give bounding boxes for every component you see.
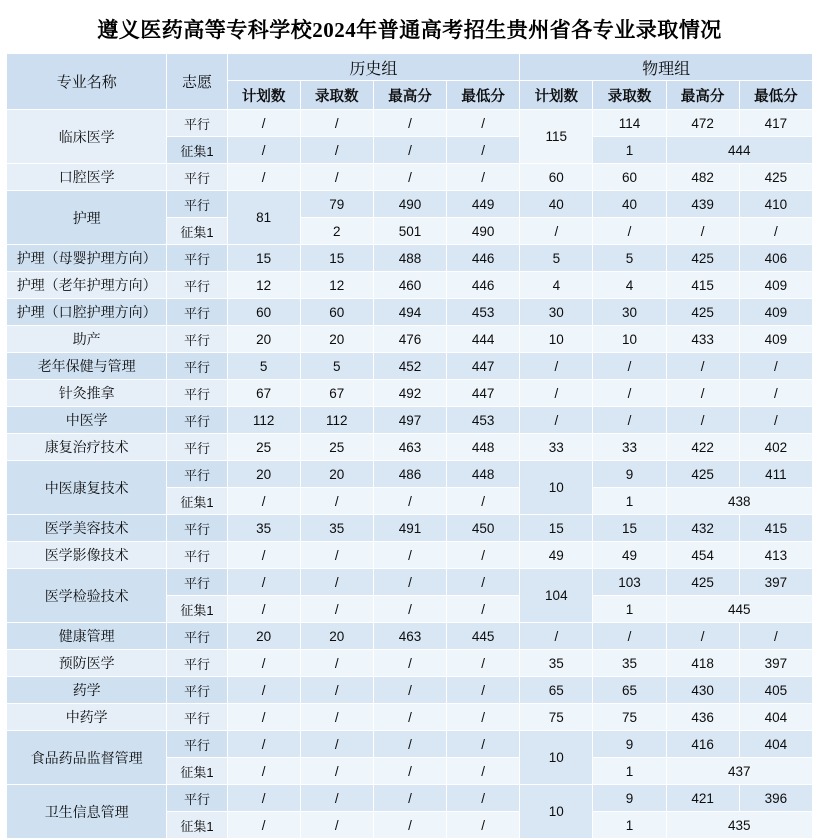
cell-history-plan: 60 <box>227 299 300 326</box>
header-row-top <box>7 54 813 81</box>
cell-physics-min: / <box>739 353 812 380</box>
cell-history-max: 486 <box>373 461 446 488</box>
major-name-cell: 助产 <box>7 326 167 353</box>
cell-history-min: 445 <box>447 623 520 650</box>
cell-history-max: 497 <box>373 407 446 434</box>
cell-history-plan: 81 <box>227 191 300 245</box>
cell-history-min: / <box>447 596 520 623</box>
cell-physics-admitted: 49 <box>593 542 666 569</box>
cell-physics-admitted: 1 <box>593 812 666 839</box>
major-name-cell: 针灸推拿 <box>7 380 167 407</box>
header-major: 专业名称 <box>7 54 167 110</box>
cell-physics-admitted: 15 <box>593 515 666 542</box>
table-row <box>7 380 813 407</box>
cell-physics-plan: 30 <box>520 299 593 326</box>
cell-physics-admitted: 103 <box>593 569 666 596</box>
zhiyuan-cell: 平行 <box>167 272 227 299</box>
cell-physics-admitted: 1 <box>593 488 666 515</box>
cell-history-min: / <box>447 731 520 758</box>
zhiyuan-cell: 平行 <box>167 407 227 434</box>
zhiyuan-cell: 平行 <box>167 299 227 326</box>
table-head <box>7 54 813 110</box>
cell-physics-min: 404 <box>739 731 812 758</box>
cell-history-admitted: / <box>300 758 373 785</box>
cell-physics-max: / <box>666 353 739 380</box>
cell-physics-plan: 49 <box>520 542 593 569</box>
major-name-cell: 临床医学 <box>7 110 167 164</box>
major-name-cell: 中医学 <box>7 407 167 434</box>
cell-physics-admitted: 10 <box>593 326 666 353</box>
major-name-cell: 医学美容技术 <box>7 515 167 542</box>
cell-physics-min: 417 <box>739 110 812 137</box>
cell-history-max: / <box>373 110 446 137</box>
cell-physics-min: 415 <box>739 515 812 542</box>
cell-history-plan: / <box>227 569 300 596</box>
cell-physics-plan: 104 <box>520 569 593 623</box>
cell-history-max: / <box>373 542 446 569</box>
cell-history-max: / <box>373 164 446 191</box>
cell-history-max: / <box>373 677 446 704</box>
cell-history-max: / <box>373 137 446 164</box>
cell-physics-plan: 115 <box>520 110 593 164</box>
cell-physics-admitted: 1 <box>593 596 666 623</box>
cell-history-max: / <box>373 812 446 839</box>
cell-physics-admitted: 33 <box>593 434 666 461</box>
cell-history-max: 463 <box>373 623 446 650</box>
table-row <box>7 326 813 353</box>
cell-physics-plan: / <box>520 623 593 650</box>
header-history-plan: 计划数 <box>227 81 300 110</box>
cell-history-max: / <box>373 785 446 812</box>
cell-history-admitted: 15 <box>300 245 373 272</box>
cell-history-min: / <box>447 758 520 785</box>
major-name-cell: 预防医学 <box>7 650 167 677</box>
table-row <box>7 650 813 677</box>
cell-physics-min: 410 <box>739 191 812 218</box>
cell-physics-min: / <box>739 218 812 245</box>
cell-history-min: / <box>447 677 520 704</box>
cell-history-min: 453 <box>447 407 520 434</box>
cell-physics-min: 409 <box>739 299 812 326</box>
cell-history-max: 460 <box>373 272 446 299</box>
cell-history-plan: / <box>227 137 300 164</box>
cell-physics-admitted: / <box>593 353 666 380</box>
zhiyuan-cell: 平行 <box>167 245 227 272</box>
cell-physics-min: 396 <box>739 785 812 812</box>
cell-history-admitted: / <box>300 488 373 515</box>
cell-history-max: 492 <box>373 380 446 407</box>
zhiyuan-cell: 征集1 <box>167 137 227 164</box>
cell-physics-plan: 40 <box>520 191 593 218</box>
cell-history-plan: / <box>227 488 300 515</box>
zhiyuan-cell: 平行 <box>167 542 227 569</box>
cell-history-max: 491 <box>373 515 446 542</box>
header-physics-max: 最高分 <box>666 81 739 110</box>
cell-physics-max: 444 <box>666 137 812 164</box>
cell-history-min: 447 <box>447 353 520 380</box>
table-row <box>7 353 813 380</box>
major-name-cell: 中药学 <box>7 704 167 731</box>
cell-physics-max: 425 <box>666 245 739 272</box>
cell-history-admitted: 12 <box>300 272 373 299</box>
cell-physics-max: 439 <box>666 191 739 218</box>
admission-table <box>6 53 813 839</box>
cell-physics-min: / <box>739 380 812 407</box>
header-group-physics: 物理组 <box>520 54 813 81</box>
cell-history-admitted: 25 <box>300 434 373 461</box>
table-row <box>7 731 813 758</box>
cell-physics-plan: / <box>520 380 593 407</box>
cell-physics-min: / <box>739 407 812 434</box>
cell-physics-plan: 65 <box>520 677 593 704</box>
cell-history-min: 490 <box>447 218 520 245</box>
cell-physics-plan: 4 <box>520 272 593 299</box>
header-history-max: 最高分 <box>373 81 446 110</box>
cell-history-admitted: 20 <box>300 326 373 353</box>
cell-history-admitted: 2 <box>300 218 373 245</box>
cell-physics-plan: / <box>520 353 593 380</box>
header-physics-admitted: 录取数 <box>593 81 666 110</box>
major-name-cell: 医学影像技术 <box>7 542 167 569</box>
zhiyuan-cell: 平行 <box>167 731 227 758</box>
table-row <box>7 677 813 704</box>
cell-physics-plan: 35 <box>520 650 593 677</box>
cell-history-plan: 67 <box>227 380 300 407</box>
cell-history-min: / <box>447 569 520 596</box>
cell-physics-plan: 10 <box>520 731 593 785</box>
zhiyuan-cell: 平行 <box>167 623 227 650</box>
cell-history-min: / <box>447 785 520 812</box>
cell-physics-admitted: 9 <box>593 731 666 758</box>
header-physics-plan: 计划数 <box>520 81 593 110</box>
cell-physics-max: 433 <box>666 326 739 353</box>
zhiyuan-cell: 平行 <box>167 164 227 191</box>
cell-history-admitted: 20 <box>300 623 373 650</box>
cell-history-min: / <box>447 704 520 731</box>
major-name-cell: 护理（口腔护理方向） <box>7 299 167 326</box>
cell-history-plan: 20 <box>227 461 300 488</box>
cell-physics-max: / <box>666 623 739 650</box>
cell-physics-plan: 75 <box>520 704 593 731</box>
cell-physics-admitted: 1 <box>593 758 666 785</box>
cell-physics-plan: 5 <box>520 245 593 272</box>
cell-history-plan: / <box>227 542 300 569</box>
major-name-cell: 中医康复技术 <box>7 461 167 515</box>
major-name-cell: 护理（母婴护理方向） <box>7 245 167 272</box>
zhiyuan-cell: 平行 <box>167 191 227 218</box>
cell-physics-admitted: 65 <box>593 677 666 704</box>
cell-physics-max: 437 <box>666 758 812 785</box>
cell-physics-admitted: 1 <box>593 137 666 164</box>
cell-physics-admitted: / <box>593 407 666 434</box>
cell-history-admitted: / <box>300 569 373 596</box>
cell-history-plan: 35 <box>227 515 300 542</box>
cell-history-plan: / <box>227 164 300 191</box>
cell-history-admitted: / <box>300 785 373 812</box>
cell-history-admitted: 79 <box>300 191 373 218</box>
cell-history-admitted: / <box>300 812 373 839</box>
cell-history-min: 449 <box>447 191 520 218</box>
major-name-cell: 医学检验技术 <box>7 569 167 623</box>
cell-history-min: / <box>447 137 520 164</box>
header-history-min: 最低分 <box>447 81 520 110</box>
table-row <box>7 461 813 488</box>
cell-physics-min: 405 <box>739 677 812 704</box>
cell-physics-min: 406 <box>739 245 812 272</box>
cell-physics-plan: 10 <box>520 461 593 515</box>
cell-physics-max: 422 <box>666 434 739 461</box>
zhiyuan-cell: 平行 <box>167 704 227 731</box>
zhiyuan-cell: 平行 <box>167 650 227 677</box>
cell-history-min: 453 <box>447 299 520 326</box>
cell-history-admitted: / <box>300 731 373 758</box>
cell-history-plan: / <box>227 677 300 704</box>
cell-physics-admitted: 114 <box>593 110 666 137</box>
cell-history-plan: / <box>227 758 300 785</box>
cell-physics-min: 397 <box>739 650 812 677</box>
cell-physics-plan: 15 <box>520 515 593 542</box>
cell-history-min: 448 <box>447 434 520 461</box>
table-row <box>7 110 813 137</box>
cell-physics-admitted: 60 <box>593 164 666 191</box>
cell-history-plan: 12 <box>227 272 300 299</box>
zhiyuan-cell: 征集1 <box>167 812 227 839</box>
cell-physics-min: 402 <box>739 434 812 461</box>
cell-history-max: 463 <box>373 434 446 461</box>
cell-history-min: 448 <box>447 461 520 488</box>
header-physics-min: 最低分 <box>739 81 812 110</box>
cell-history-admitted: / <box>300 164 373 191</box>
table-body <box>7 110 813 839</box>
page-title: 遵义医药高等专科学校2024年普通高考招生贵州省各专业录取情况 <box>97 18 722 42</box>
cell-history-admitted: / <box>300 650 373 677</box>
cell-history-plan: / <box>227 110 300 137</box>
cell-physics-max: / <box>666 380 739 407</box>
cell-physics-min: / <box>739 623 812 650</box>
cell-history-admitted: 67 <box>300 380 373 407</box>
cell-physics-plan: 10 <box>520 785 593 839</box>
table-row <box>7 785 813 812</box>
table-row <box>7 434 813 461</box>
table-row <box>7 569 813 596</box>
table-row <box>7 515 813 542</box>
major-name-cell: 老年保健与管理 <box>7 353 167 380</box>
zhiyuan-cell: 征集1 <box>167 218 227 245</box>
cell-history-plan: 20 <box>227 326 300 353</box>
zhiyuan-cell: 平行 <box>167 461 227 488</box>
cell-physics-admitted: 40 <box>593 191 666 218</box>
cell-history-plan: 20 <box>227 623 300 650</box>
cell-history-admitted: 35 <box>300 515 373 542</box>
cell-history-plan: 25 <box>227 434 300 461</box>
table-row <box>7 164 813 191</box>
cell-history-max: / <box>373 569 446 596</box>
cell-history-admitted: / <box>300 596 373 623</box>
table-row <box>7 245 813 272</box>
cell-physics-plan: 33 <box>520 434 593 461</box>
cell-history-max: 476 <box>373 326 446 353</box>
zhiyuan-cell: 平行 <box>167 569 227 596</box>
cell-history-admitted: / <box>300 110 373 137</box>
cell-physics-plan: 60 <box>520 164 593 191</box>
major-name-cell: 卫生信息管理 <box>7 785 167 839</box>
cell-history-plan: / <box>227 596 300 623</box>
zhiyuan-cell: 征集1 <box>167 596 227 623</box>
cell-history-max: 490 <box>373 191 446 218</box>
cell-physics-admitted: 9 <box>593 461 666 488</box>
cell-physics-admitted: / <box>593 380 666 407</box>
zhiyuan-cell: 平行 <box>167 515 227 542</box>
major-name-cell: 康复治疗技术 <box>7 434 167 461</box>
cell-history-admitted: 20 <box>300 461 373 488</box>
table-row <box>7 191 813 218</box>
cell-history-min: / <box>447 110 520 137</box>
cell-history-max: / <box>373 758 446 785</box>
cell-physics-max: 482 <box>666 164 739 191</box>
cell-history-plan: / <box>227 731 300 758</box>
cell-physics-max: 436 <box>666 704 739 731</box>
major-name-cell: 食品药品监督管理 <box>7 731 167 785</box>
cell-history-min: / <box>447 812 520 839</box>
major-name-cell: 药学 <box>7 677 167 704</box>
cell-history-admitted: 5 <box>300 353 373 380</box>
table-row <box>7 542 813 569</box>
cell-physics-admitted: 9 <box>593 785 666 812</box>
cell-physics-min: 397 <box>739 569 812 596</box>
cell-history-min: / <box>447 650 520 677</box>
cell-history-max: 452 <box>373 353 446 380</box>
cell-physics-admitted: 75 <box>593 704 666 731</box>
zhiyuan-cell: 平行 <box>167 110 227 137</box>
cell-physics-admitted: 35 <box>593 650 666 677</box>
cell-history-admitted: 60 <box>300 299 373 326</box>
cell-history-plan: / <box>227 704 300 731</box>
cell-history-min: 446 <box>447 272 520 299</box>
cell-physics-max: / <box>666 407 739 434</box>
cell-history-plan: / <box>227 785 300 812</box>
cell-physics-plan: / <box>520 218 593 245</box>
cell-physics-admitted: 4 <box>593 272 666 299</box>
cell-physics-min: 409 <box>739 272 812 299</box>
cell-history-max: / <box>373 731 446 758</box>
cell-history-min: 444 <box>447 326 520 353</box>
cell-physics-min: 404 <box>739 704 812 731</box>
cell-history-max: / <box>373 650 446 677</box>
cell-history-max: / <box>373 488 446 515</box>
cell-history-max: / <box>373 704 446 731</box>
cell-physics-max: 454 <box>666 542 739 569</box>
header-history-admitted: 录取数 <box>300 81 373 110</box>
cell-physics-max: 438 <box>666 488 812 515</box>
cell-physics-admitted: 30 <box>593 299 666 326</box>
cell-history-min: 447 <box>447 380 520 407</box>
cell-physics-max: 421 <box>666 785 739 812</box>
cell-history-min: / <box>447 542 520 569</box>
cell-history-plan: 5 <box>227 353 300 380</box>
cell-physics-admitted: / <box>593 623 666 650</box>
cell-history-min: 450 <box>447 515 520 542</box>
cell-history-admitted: / <box>300 704 373 731</box>
table-row <box>7 299 813 326</box>
cell-physics-max: 445 <box>666 596 812 623</box>
cell-physics-min: 413 <box>739 542 812 569</box>
zhiyuan-cell: 平行 <box>167 380 227 407</box>
cell-history-max: / <box>373 596 446 623</box>
cell-physics-max: 435 <box>666 812 812 839</box>
cell-physics-max: 430 <box>666 677 739 704</box>
cell-physics-admitted: 5 <box>593 245 666 272</box>
cell-history-admitted: / <box>300 677 373 704</box>
cell-physics-max: 425 <box>666 569 739 596</box>
cell-physics-min: 409 <box>739 326 812 353</box>
cell-history-plan: / <box>227 812 300 839</box>
zhiyuan-cell: 平行 <box>167 434 227 461</box>
header-group-history: 历史组 <box>227 54 520 81</box>
cell-history-plan: 112 <box>227 407 300 434</box>
cell-history-max: 501 <box>373 218 446 245</box>
major-name-cell: 健康管理 <box>7 623 167 650</box>
major-name-cell: 护理（老年护理方向） <box>7 272 167 299</box>
zhiyuan-cell: 平行 <box>167 785 227 812</box>
cell-history-admitted: / <box>300 137 373 164</box>
zhiyuan-cell: 平行 <box>167 326 227 353</box>
table-row <box>7 272 813 299</box>
cell-physics-admitted: / <box>593 218 666 245</box>
zhiyuan-cell: 征集1 <box>167 488 227 515</box>
cell-history-min: / <box>447 164 520 191</box>
table-row <box>7 407 813 434</box>
cell-history-min: / <box>447 488 520 515</box>
cell-history-max: 494 <box>373 299 446 326</box>
cell-physics-max: 418 <box>666 650 739 677</box>
major-name-cell: 护理 <box>7 191 167 245</box>
cell-physics-max: 472 <box>666 110 739 137</box>
cell-history-min: 446 <box>447 245 520 272</box>
cell-physics-plan: / <box>520 407 593 434</box>
cell-physics-max: 415 <box>666 272 739 299</box>
cell-physics-max: / <box>666 218 739 245</box>
zhiyuan-cell: 平行 <box>167 677 227 704</box>
zhiyuan-cell: 平行 <box>167 353 227 380</box>
cell-history-admitted: / <box>300 542 373 569</box>
cell-physics-min: 411 <box>739 461 812 488</box>
table-row <box>7 623 813 650</box>
cell-physics-max: 432 <box>666 515 739 542</box>
header-zhiyuan: 志愿 <box>167 54 227 110</box>
cell-history-plan: 15 <box>227 245 300 272</box>
cell-physics-max: 425 <box>666 299 739 326</box>
cell-physics-plan: 10 <box>520 326 593 353</box>
cell-history-max: 488 <box>373 245 446 272</box>
table-row <box>7 704 813 731</box>
cell-physics-max: 416 <box>666 731 739 758</box>
zhiyuan-cell: 征集1 <box>167 758 227 785</box>
cell-physics-max: 425 <box>666 461 739 488</box>
cell-physics-min: 425 <box>739 164 812 191</box>
cell-history-admitted: 112 <box>300 407 373 434</box>
major-name-cell: 口腔医学 <box>7 164 167 191</box>
cell-history-plan: / <box>227 650 300 677</box>
